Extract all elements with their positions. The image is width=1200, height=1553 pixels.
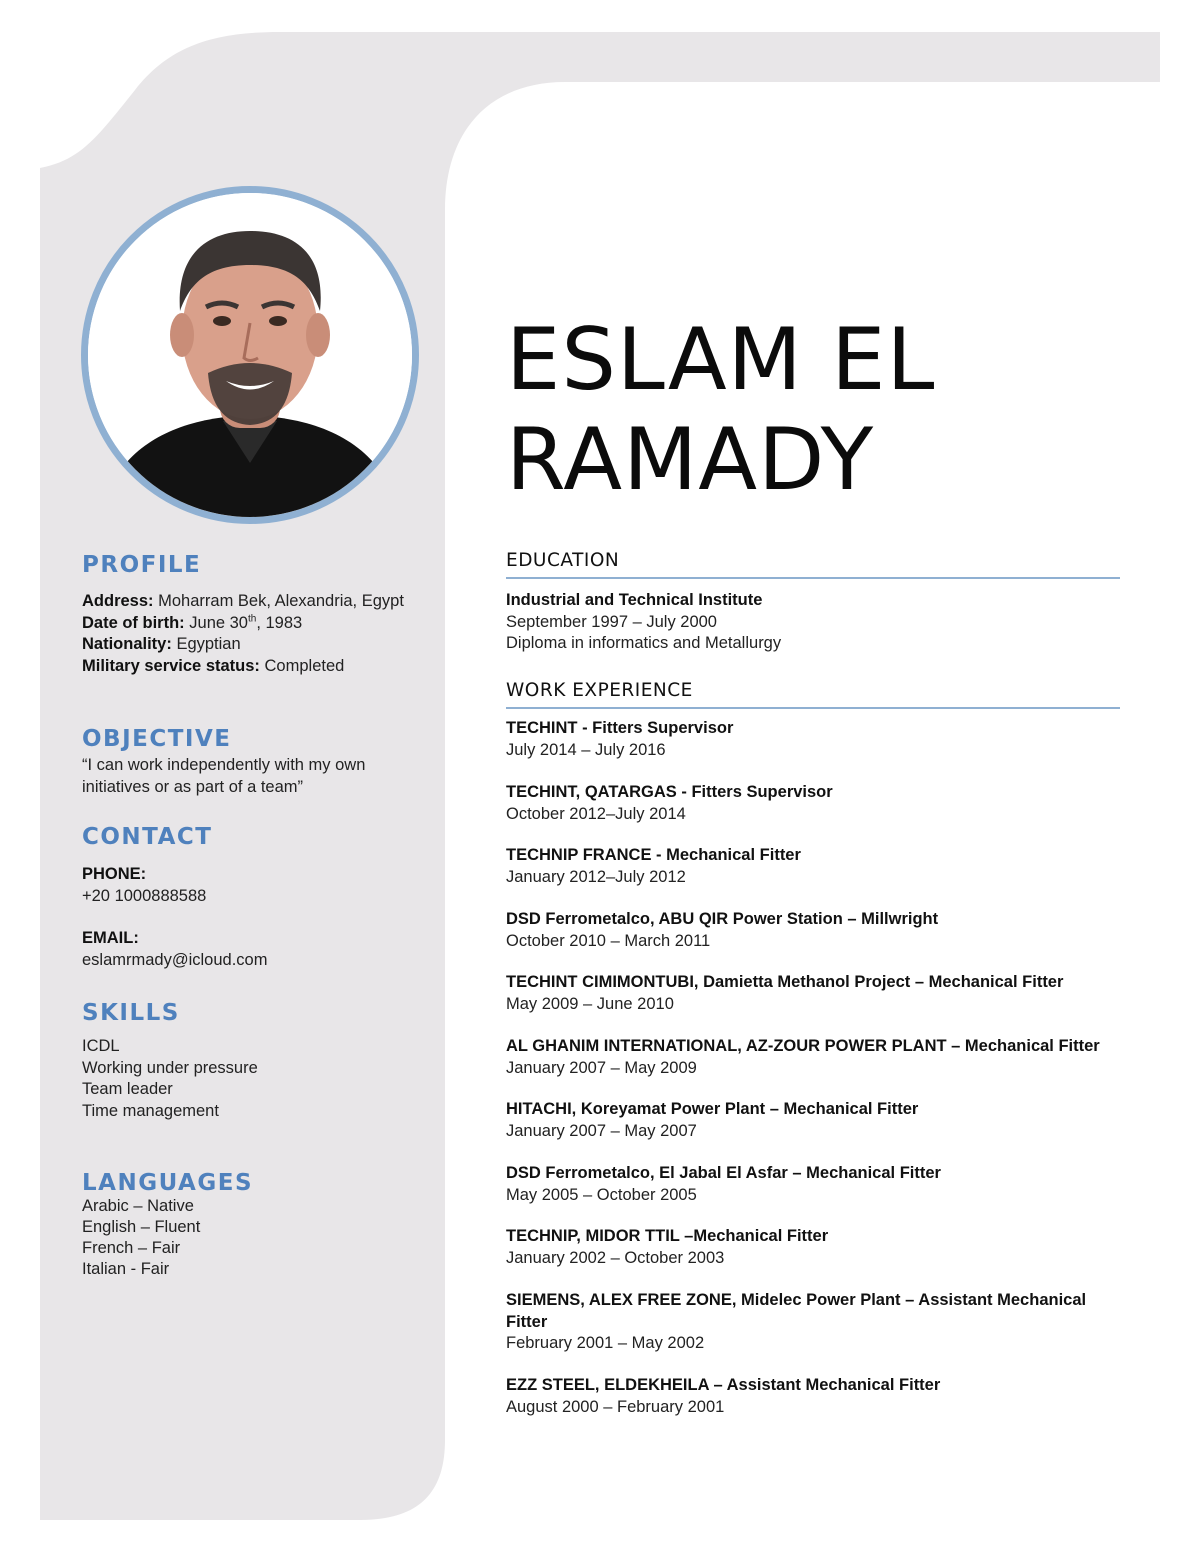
profile-photo [81, 186, 419, 524]
dob-suffix: , 1983 [256, 613, 303, 632]
job-title: DSD Ferrometalco, El Jabal El Asfar – Mechanical Fitter [506, 1164, 941, 1182]
objective-text: “I can work independently with my own initiatives or as part of a team” [82, 756, 366, 796]
job-dates: October 2010 – March 2011 [506, 931, 711, 950]
job-entry [506, 845, 1136, 888]
military-line [82, 656, 412, 678]
job-title: AL GHANIM INTERNATIONAL, AZ-ZOUR POWER PLANT – Mechanical Fitter [506, 1037, 1100, 1055]
job-title: HITACHI, Koreyamat Power Plant – Mechanical Fitter [506, 1100, 919, 1118]
skill-item: Working under pressure [82, 1058, 258, 1077]
email-value: eslamrmady@icloud.com [82, 950, 268, 969]
job-entry [506, 972, 1136, 1015]
job-entry [506, 1290, 1116, 1355]
job-dates: February 2001 – May 2002 [506, 1334, 705, 1352]
dob-label: Date of birth: [82, 613, 185, 632]
job-title: SIEMENS, ALEX FREE ZONE, Midelec Power Plant – Assistant Mechanical Fitter [506, 1291, 1087, 1331]
job-entry [506, 1036, 1136, 1079]
name-line-2: RAMADY [506, 410, 875, 510]
phone-label: PHONE: [82, 865, 147, 883]
languages-heading: LANGUAGES [82, 1170, 254, 1196]
skill-item: Team leader [82, 1080, 173, 1098]
profile-section [82, 550, 412, 677]
work-heading: WORK EXPERIENCE [506, 679, 1120, 709]
education-heading: EDUCATION [506, 549, 1120, 579]
job-dates: January 2007 – May 2009 [506, 1058, 697, 1077]
address-value: Moharram Bek, Alexandria, Egypt [158, 592, 404, 610]
job-entry [506, 1099, 1136, 1142]
job-title: TECHINT - Fitters Supervisor [506, 719, 734, 737]
job-dates: January 2012–July 2012 [506, 867, 686, 886]
job-dates: August 2000 – February 2001 [506, 1397, 725, 1416]
job-title: TECHINT CIMIMONTUBI, Damietta Methanol Project – Mechanical Fitter [506, 973, 1064, 991]
nationality-line [82, 634, 412, 656]
address-line [82, 591, 412, 613]
job-entry [506, 1375, 1136, 1418]
job-dates: July 2014 – July 2016 [506, 740, 666, 759]
name-line-1: ESLAM EL [506, 310, 936, 410]
job-dates: October 2012–July 2014 [506, 804, 686, 823]
job-title: TECHINT, QATARGAS - Fitters Supervisor [506, 783, 833, 801]
skill-item: ICDL [82, 1037, 120, 1055]
nationality-value: Egyptian [176, 635, 241, 653]
job-entry [506, 909, 1136, 952]
language-item: Italian - Fair [82, 1260, 170, 1278]
phone-value: +20 1000888588 [82, 886, 207, 905]
languages-section [82, 1168, 412, 1280]
candidate-name [506, 310, 1166, 510]
education-institution: Industrial and Technical Institute [506, 591, 763, 609]
skills-heading: SKILLS [82, 1000, 180, 1026]
job-dates: January 2002 – October 2003 [506, 1248, 725, 1267]
job-dates: May 2005 – October 2005 [506, 1185, 697, 1204]
job-title: TECHNIP, MIDOR TTIL –Mechanical Fitter [506, 1227, 829, 1245]
language-item: Arabic – Native [82, 1197, 194, 1215]
skill-item: Time management [82, 1101, 219, 1120]
job-entry [506, 718, 1136, 761]
job-title: EZZ STEEL, ELDEKHEILA – Assistant Mechanical Fitter [506, 1376, 941, 1394]
job-entry [506, 1226, 1136, 1269]
email-label: EMAIL: [82, 929, 139, 947]
profile-heading: PROFILE [82, 552, 202, 578]
education-degree: Diploma in informatics and Metallurgy [506, 634, 782, 652]
nationality-label: Nationality: [82, 635, 172, 653]
dob-prefix: June 30 [189, 613, 248, 632]
contact-heading: CONTACT [82, 824, 213, 850]
job-title: DSD Ferrometalco, ABU QIR Power Station – Millwright [506, 910, 939, 928]
address-label: Address: [82, 592, 154, 610]
job-entry [506, 782, 1136, 825]
objective-heading: OBJECTIVE [82, 726, 232, 752]
education-dates: September 1997 – July 2000 [506, 612, 717, 631]
skills-section [82, 998, 412, 1122]
language-item: French – Fair [82, 1239, 181, 1257]
dob-sup: th [247, 613, 257, 624]
education-entry [506, 590, 1136, 655]
military-value: Completed [264, 656, 345, 675]
language-item: English – Fluent [82, 1218, 201, 1236]
contact-section [82, 822, 412, 971]
job-dates: January 2007 – May 2007 [506, 1121, 697, 1140]
dob-line [82, 613, 412, 635]
job-dates: May 2009 – June 2010 [506, 994, 674, 1013]
military-label: Military service status: [82, 656, 260, 675]
objective-section [82, 724, 392, 798]
job-title: TECHNIP FRANCE - Mechanical Fitter [506, 846, 801, 864]
job-entry [506, 1163, 1136, 1206]
